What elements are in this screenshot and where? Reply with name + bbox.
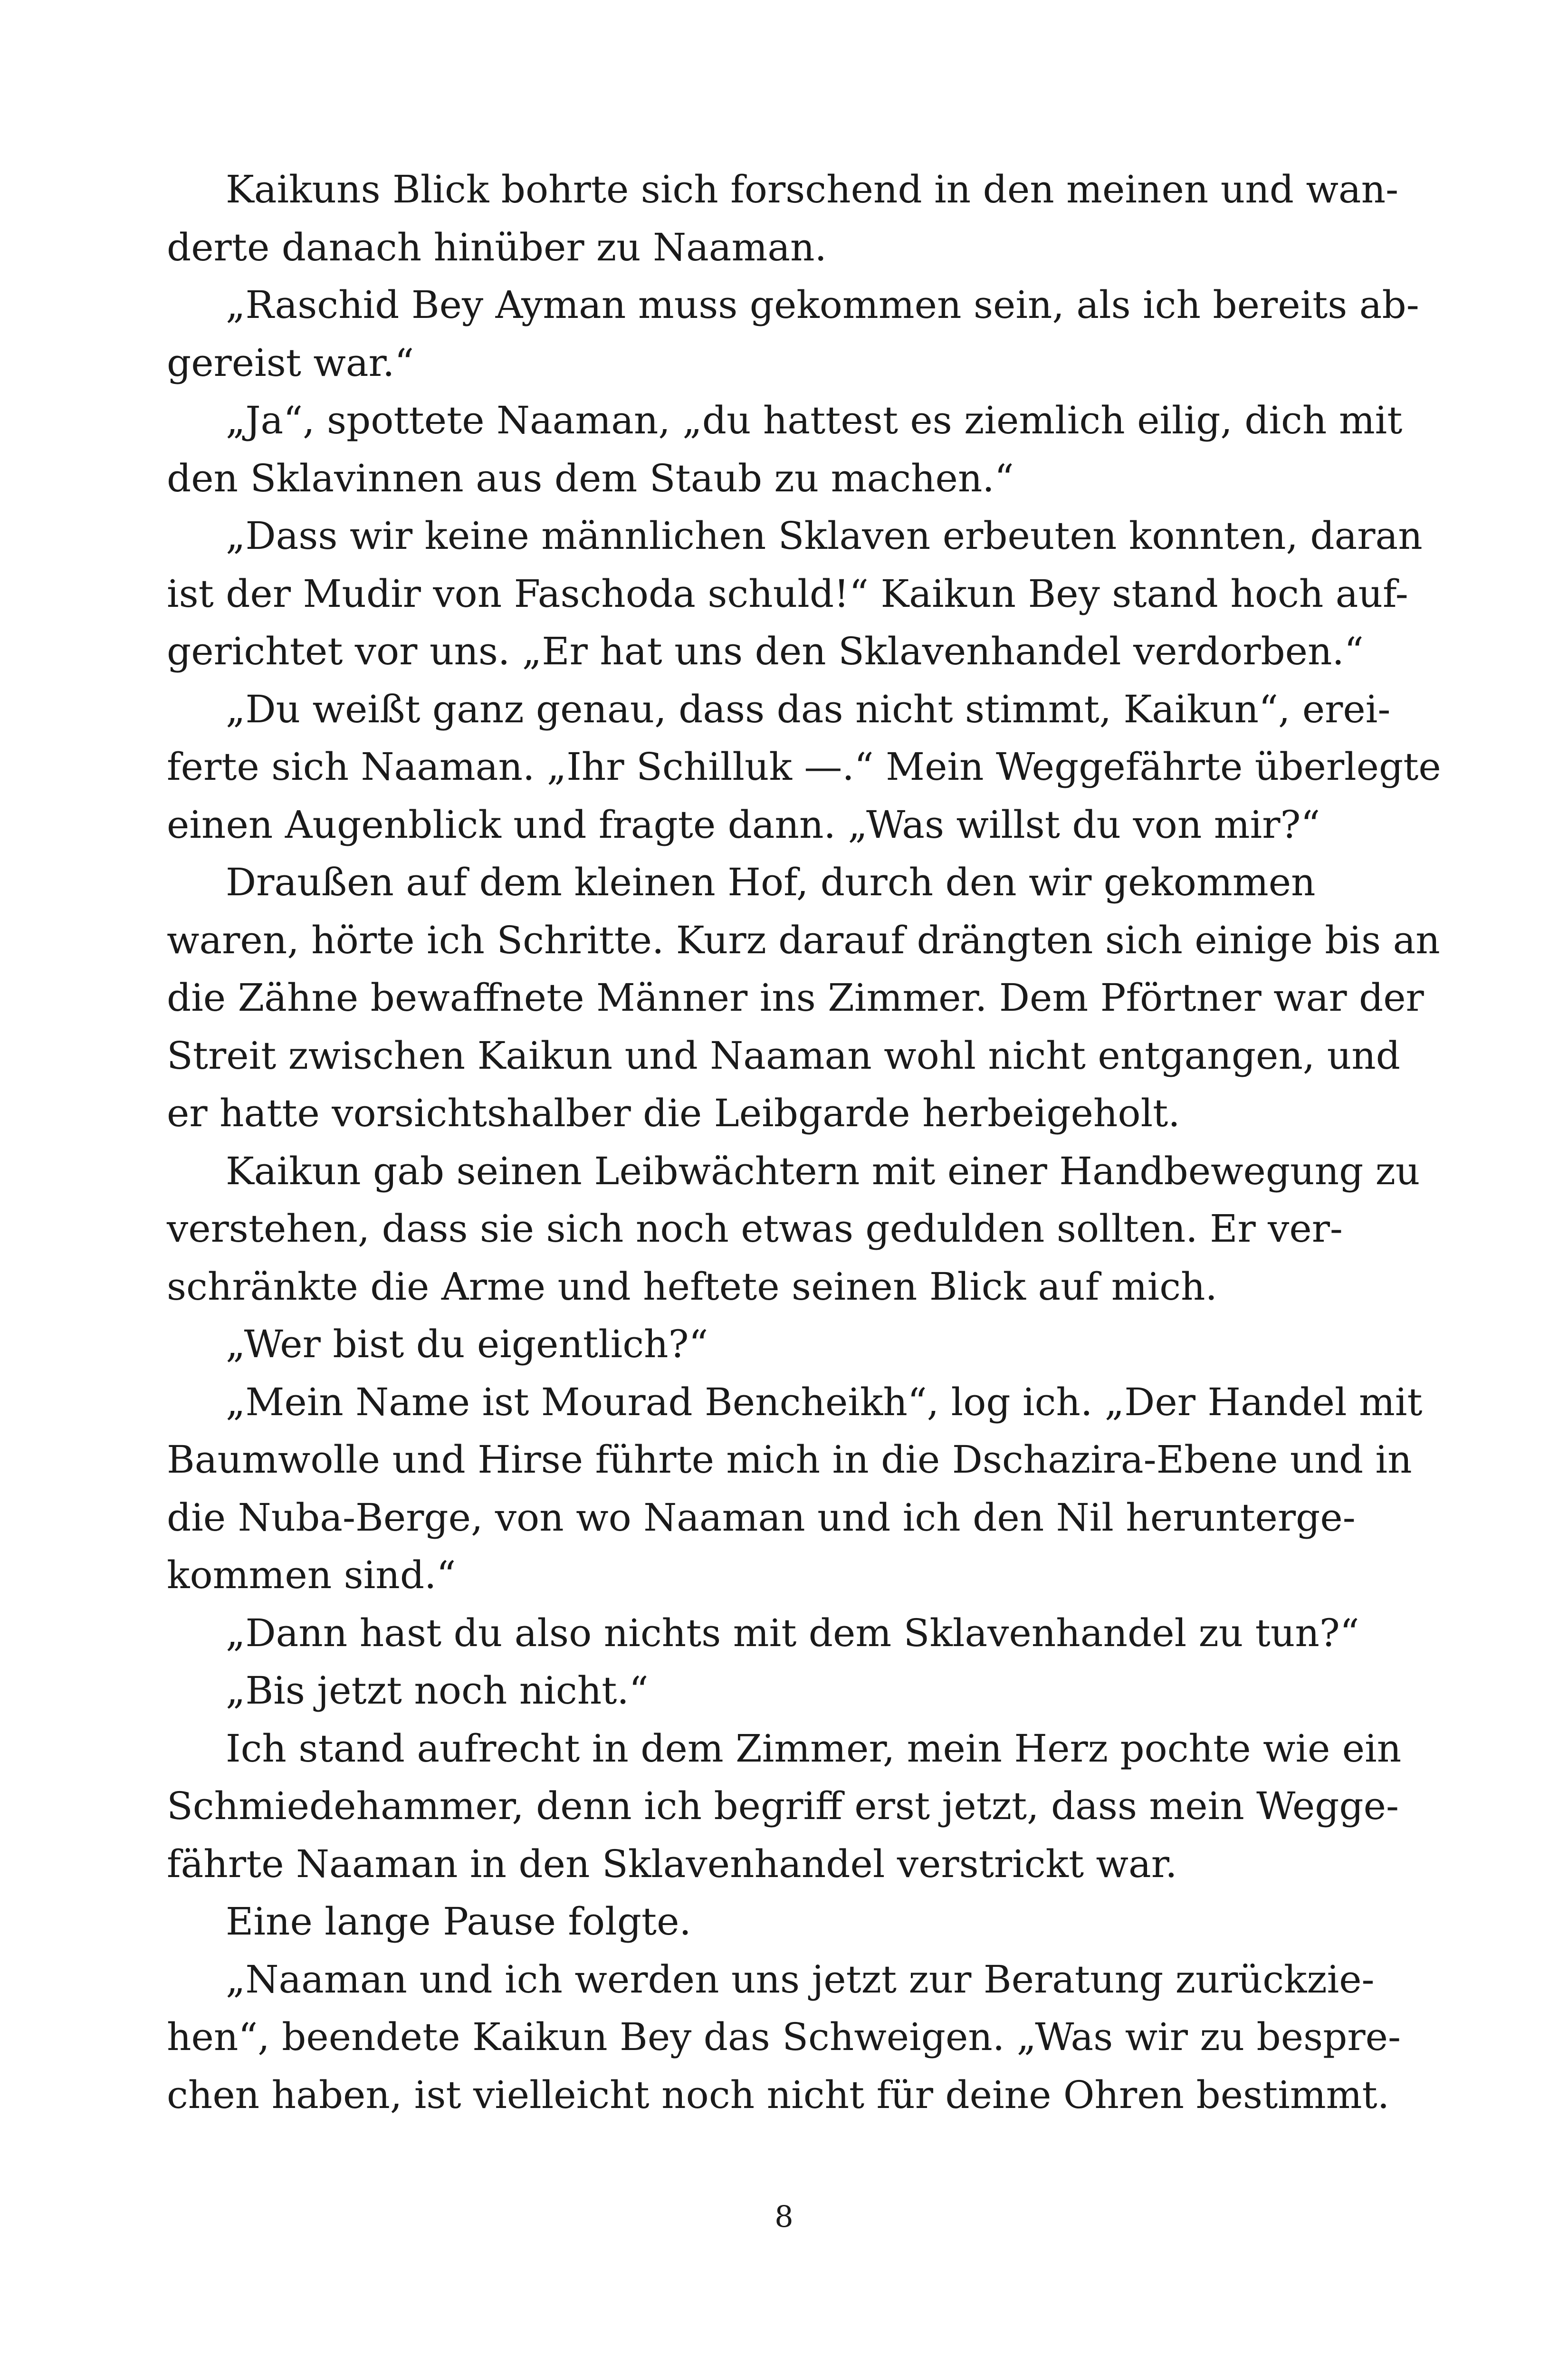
text-line: Draußen auf dem kleinen Hof, durch den wir gekommen	[226, 860, 1316, 904]
text-line: Eine lange Pause folgte.	[226, 1899, 691, 1944]
text-line: Streit zwischen Kaikun und Naaman wohl nicht entgangen, und	[167, 1033, 1401, 1078]
text-line: schränkte die Arme und heftete seinen Blick auf mich.	[167, 1264, 1217, 1309]
text-line: Baumwolle und Hirse führte mich in die Dschazira-Ebene und in	[167, 1437, 1412, 1482]
text-line: gereist war.“	[167, 340, 414, 385]
text-line: „Bis jetzt noch nicht.“	[226, 1668, 649, 1713]
text-line: „Dann hast du also nichts mit dem Sklavenhandel zu tun?“	[226, 1610, 1359, 1655]
text-line: verstehen, dass sie sich noch etwas gedulden sollten. Er ver-	[167, 1207, 1343, 1251]
text-line: einen Augenblick und fragte dann. „Was willst du von mir?“	[167, 802, 1320, 847]
text-line: hen“, beendete Kaikun Bey das Schweigen. „Was wir zu bespre-	[167, 2015, 1401, 2059]
text-line: fährte Naaman in den Sklavenhandel verstrickt war.	[167, 1841, 1177, 1886]
text-line: die Nuba-Berge, von wo Naaman und ich den Nil herunterge-	[167, 1495, 1356, 1540]
text-line: chen haben, ist vielleicht noch nicht für deine Ohren bestimmt.	[167, 2072, 1390, 2117]
text-line: derte danach hinüber zu Naaman.	[167, 225, 827, 269]
page-number: 8	[774, 2199, 794, 2234]
text-line: „Ja“, spottete Naaman, „du hattest es ziemlich eilig, dich mit	[226, 398, 1403, 442]
text-line: die Zähne bewaffnete Männer ins Zimmer. Dem Pförtner war der	[167, 976, 1424, 1020]
text-line: Schmiedehammer, denn ich begriff erst jetzt, dass mein Wegge-	[167, 1784, 1399, 1828]
text-line: „Dass wir keine männlichen Sklaven erbeuten konnten, daran	[226, 514, 1423, 558]
text-line: kommen sind.“	[167, 1553, 456, 1597]
text-line: ferte sich Naaman. „Ihr Schilluk —.“ Mein Weggefährte überlegte	[167, 745, 1441, 789]
text-line: „Mein Name ist Mourad Bencheikh“, log ich. „Der Handel mit	[226, 1380, 1423, 1424]
text-line: Kaikuns Blick bohrte sich forschend in den meinen und wan-	[226, 167, 1399, 211]
text-line: gerichtet vor uns. „Er hat uns den Sklavenhandel verdorben.“	[167, 629, 1364, 673]
text-line: ist der Mudir von Faschoda schuld!“ Kaikun Bey stand hoch auf-	[167, 571, 1408, 616]
body-text	[167, 161, 1441, 2124]
text-line: waren, hörte ich Schritte. Kurz darauf drängten sich einige bis an	[167, 918, 1440, 962]
text-line: Kaikun gab seinen Leibwächtern mit einer Handbewegung zu	[226, 1149, 1420, 1193]
text-line: Ich stand aufrecht in dem Zimmer, mein Herz pochte wie ein	[226, 1726, 1402, 1771]
text-line: „Naaman und ich werden uns jetzt zur Beratung zurückzie-	[226, 1957, 1375, 2002]
text-line: „Raschid Bey Ayman muss gekommen sein, als ich bereits ab-	[226, 283, 1419, 327]
text-line: „Du weißt ganz genau, dass das nicht stimmt, Kaikun“, erei-	[226, 687, 1391, 731]
text-line: den Sklavinnen aus dem Staub zu machen.“	[167, 456, 1014, 500]
text-line: er hatte vorsichtshalber die Leibgarde herbeigeholt.	[167, 1091, 1180, 1135]
text-line: „Wer bist du eigentlich?“	[226, 1322, 708, 1366]
